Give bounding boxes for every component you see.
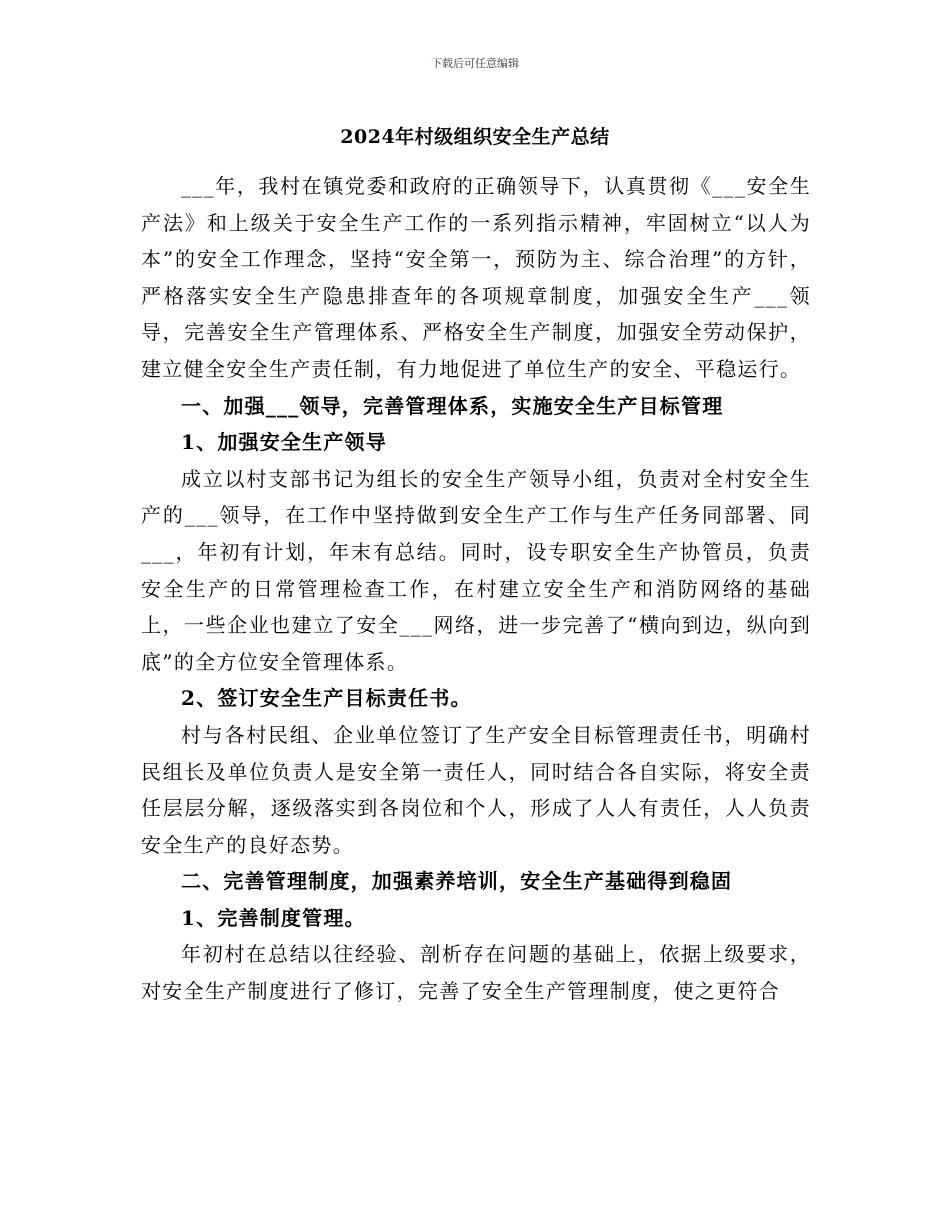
section-1-2-heading: 2、签订安全生产目标责任书。	[181, 686, 472, 711]
header-note: 下载后可任意编辑	[431, 57, 519, 70]
document-body	[141, 168, 811, 1010]
section-1-2-paragraph: 村与各村民组、企业单位签订了生产安全目标管理责任书，明确村民组长及单位负责人是安全第一责任人，同时结合各自实际，将安全责任层层分解，逐级落实到各岗位和个人，形成了人人有责任，人人负责安全生产的良好态势。	[141, 722, 811, 857]
section-2-1-heading: 1、完善制度管理。	[181, 905, 366, 930]
section-1-1-paragraph: 成立以村支部书记为组长的安全生产领导小组，负责对全村安全生产的___领导，在工作中坚持做到安全生产工作与生产任务同部署、同___，年初有计划，年末有总结。同时，设专职安全生产协管员，负责安全生产的日常管理检查工作，在村建立安全生产和消防网络的基础上，一些企业也建立了安全___网络，进一步完善了“横向到边，纵向到底”的全方位安全管理体系。	[141, 466, 811, 674]
section-2-heading: 二、完善管理制度，加强素养培训，安全生产基础得到稳固	[181, 869, 733, 894]
page-title: 2024年村级组织安全生产总结	[340, 126, 610, 148]
section-2-1-paragraph: 年初村在总结以往经验、剖析存在问题的基础上，依据上级要求，对安全生产制度进行了修订，完善了安全生产管理制度，使之更符合	[141, 942, 811, 1004]
section-1-heading: 一、加强___领导，完善管理体系，实施安全生产目标管理	[181, 393, 724, 418]
intro-paragraph: ___年，我村在镇党委和政府的正确领导下，认真贯彻《___安全生产法》和上级关于安全生产工作的一系列指示精神，牢固树立“以人为本”的安全工作理念，坚持“安全第一，预防为主、综合治理”的方针，严格落实安全生产隐患排查年的各项规章制度，加强安全生产___领导，完善安全生产管理体系、严格安全生产制度，加强安全劳动保护，建立健全安全生产责任制，有力地促进了单位生产的安全、平稳运行。	[141, 174, 811, 381]
section-1-1-heading: 1、加强安全生产领导	[181, 430, 387, 455]
